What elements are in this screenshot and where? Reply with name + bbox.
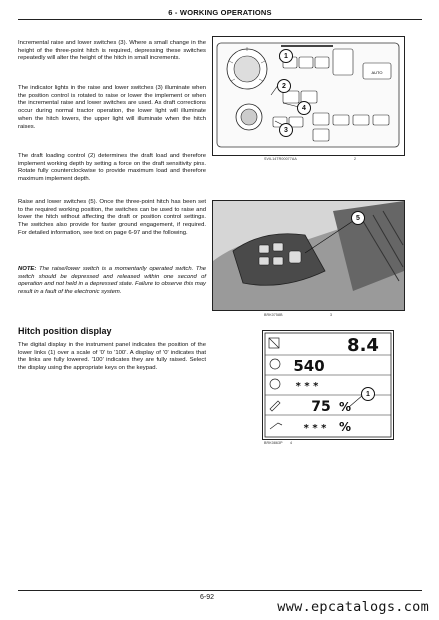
header-rule <box>18 19 422 20</box>
display-value-row3: * * * <box>295 381 319 392</box>
note-body: The raise/lower switch is a momentarily operated switch. The switch should be depressed and released within one second of operation and not held in a depressed state. Failure to observe this may result in a fault of the electronic system. <box>18 266 207 296</box>
display-value-row2: 540 <box>293 357 325 375</box>
note-lead: NOTE: <box>18 266 37 272</box>
callout-1-display: 1 <box>361 387 375 401</box>
control-panel-drawing <box>213 37 404 155</box>
callout-1: 1 <box>279 49 293 63</box>
display-unit-row5: % <box>339 420 352 434</box>
display-unit-row4: % <box>339 400 352 414</box>
footer-rule <box>18 590 422 591</box>
paragraph-digital-display: The digital display in the instrument panel indicates the position of the lower links (1) over a scale of '0' to '100'. A display of '0' indicates that the links are fully lowered. '100' indicates they are fully raised. Select the display using the appropriate keys on the keypad. <box>18 342 206 372</box>
watermark-text: www.epcatalogs.com <box>277 599 429 615</box>
figure-3-code: BRK0863P <box>264 441 283 445</box>
figure-1-code: SVIL14TR00077AA <box>264 157 297 161</box>
paragraph-incremental-switches: Incremental raise and lower switches (3). Where a small change in the height of the three-point hitch is required, depressing these switches repeatedly will alter the height of the hitch in small increments. <box>18 40 206 62</box>
display-value-top: 8.4 <box>347 335 379 356</box>
callout-4: 4 <box>297 101 311 115</box>
section-title-hitch-display: Hitch position display <box>18 326 112 336</box>
figure-3-number: 4 <box>290 441 293 445</box>
callout-3: 3 <box>279 123 293 137</box>
note-paragraph <box>18 266 206 297</box>
paragraph-indicator-lights: The indicator lights in the raise and lower switches (3) illuminate when the position control is rotated to raise or lower the implement or when the incremental raise and lower switches are used. As draft corrections occur during normal tractor operation, the lower light will illuminate when the hitch lowers, the upper light will illuminate when the hitch raises. <box>18 85 206 130</box>
armrest-photo-drawing <box>213 201 404 310</box>
paragraph-raise-lower: Raise and lower switches (5). Once the three-point hitch has been set to the required working position, the switches can be used to raise and lower the hitch without affecting the draft or position control settings. The switches also provide for faster ground engagement, if required. For detailed information, see text on page 6-97 and the following. <box>18 199 206 236</box>
display-value-row4: 75 <box>311 399 331 415</box>
display-value-row5: * * * <box>303 423 327 434</box>
figure-instrument-display <box>262 330 394 440</box>
figure-1-number: 2 <box>354 157 357 161</box>
paragraph-draft-loading: The draft loading control (2) determines the draft load and therefore implement working depth by setting a force on the draft sensitivity pins. Rotate fully counterclockwise to provide maximum load and therefore maximum implement depth. <box>18 153 206 183</box>
page-header: 6 - WORKING OPERATIONS <box>168 8 272 17</box>
figure-2-number: 3 <box>330 313 333 317</box>
callout-5: 5 <box>351 211 365 225</box>
auto-label: AUTO <box>371 70 383 75</box>
figure-2-code: BRK0758B <box>264 313 283 317</box>
callout-2: 2 <box>277 79 291 93</box>
figure-control-panel <box>212 36 405 156</box>
figure-armrest-photo <box>212 200 405 311</box>
instrument-display-drawing <box>263 331 393 439</box>
page-number: 6-92 <box>200 594 215 601</box>
